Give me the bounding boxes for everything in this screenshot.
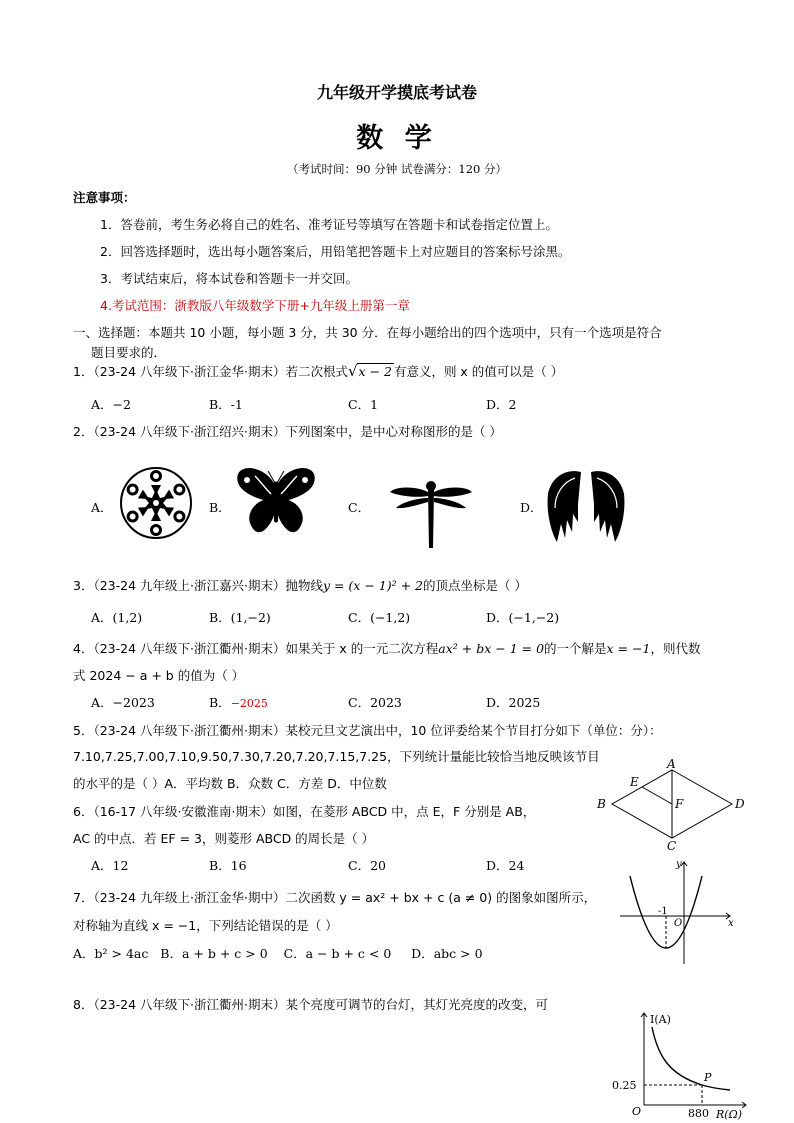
rhombus-figure bbox=[592, 758, 752, 850]
q1-radicand: x − 2 bbox=[358, 364, 392, 379]
origin-label: O bbox=[674, 918, 683, 929]
point-label-f: F bbox=[675, 797, 684, 811]
parabola-figure bbox=[618, 858, 738, 968]
q2-label-c[interactable]: C． bbox=[348, 500, 371, 515]
angel-wings-image bbox=[545, 464, 627, 546]
q4-mid: 的一个解是 bbox=[544, 641, 607, 656]
q7-stem-line1: 7．（23-24 九年级上·浙江金华·期中）二次函数 y = ax² + bx + c (a ≠ 0) 的图象如图所示， bbox=[73, 890, 597, 905]
q1-option-c[interactable]: C．1 bbox=[348, 397, 379, 412]
note-item-3: 3．考试结束后，将本试卷和答题卡一并交回。 bbox=[100, 271, 358, 286]
q4-stem-line1 bbox=[73, 639, 700, 657]
q7-stem-line2: 对称轴为直线 x = −1，下列结论错误的是（ ） bbox=[73, 918, 338, 933]
q5-stem-line3: 的水平的是（ ）A．平均数 B．众数 C．方差 D．中位数 bbox=[73, 776, 387, 791]
tick-label-neg1: -1 bbox=[658, 906, 668, 917]
q6-option-c[interactable]: C．20 bbox=[348, 858, 386, 873]
q7-option-a[interactable]: A．b² > 4ac bbox=[73, 946, 149, 961]
q6-option-b[interactable]: B．16 bbox=[209, 858, 247, 873]
vertex-label-b: B bbox=[597, 797, 606, 811]
q2-stem: 2．（23-24 八年级下·浙江绍兴·期末）下列图案中，是中心对称图形的是（ ） bbox=[73, 424, 502, 439]
q7-option-b[interactable]: B．a + b + c > 0 bbox=[160, 946, 268, 961]
q4-option-d[interactable]: D．2025 bbox=[486, 695, 541, 710]
q4-option-c[interactable]: C．2023 bbox=[348, 695, 402, 710]
q7-options bbox=[73, 944, 483, 962]
note-item-2: 2．回答选择题时，选出每小题答案后，用铅笔把答题卡上对应题目的答案标号涂黑。 bbox=[100, 244, 571, 259]
section-intro-line2: 题目要求的． bbox=[91, 345, 167, 360]
exam-info: （考试时间：90 分钟 试卷满分：120 分） bbox=[286, 162, 508, 176]
note-item-1: 1．答卷前，考生务必将自己的姓名、准考证号等填写在答题卡和试卷指定位置上。 bbox=[100, 217, 558, 232]
q4-option-b-value: −2025 bbox=[230, 697, 268, 710]
notes-heading: 注意事项： bbox=[73, 190, 136, 205]
x-axis-label: R(Ω) bbox=[716, 1108, 742, 1121]
q6-option-a[interactable]: A．12 bbox=[91, 858, 129, 873]
axis-label-x: x bbox=[728, 918, 734, 929]
exam-title: 数 学 bbox=[356, 123, 438, 154]
q4-root: x = −1 bbox=[606, 641, 651, 656]
y-axis-label: I(A) bbox=[650, 1013, 671, 1026]
q7-option-d[interactable]: D．abc > 0 bbox=[411, 946, 483, 961]
point-label-e: E bbox=[630, 775, 639, 789]
q2-label-d[interactable]: D． bbox=[520, 500, 543, 515]
sqrt-sign: √ bbox=[347, 362, 358, 380]
q3-stem bbox=[73, 576, 527, 594]
q4-option-b[interactable]: B．−2025 bbox=[209, 695, 268, 710]
q3-suffix: 的顶点坐标是（ ） bbox=[423, 578, 527, 593]
q1-option-b[interactable]: B．-1 bbox=[209, 397, 243, 412]
y-value-label: 0.25 bbox=[612, 1079, 637, 1092]
origin-label: O bbox=[632, 1105, 642, 1118]
note-item-4: 4.考试范围：浙教版八年级数学下册+九年级上册第一章 bbox=[100, 298, 410, 313]
current-resistance-figure bbox=[606, 1005, 776, 1121]
q6-stem-line1: 6．（16-17 八年级·安徽淮南·期末）如图，在菱形 ABCD 中，点 E，F 分别是 AB， bbox=[73, 804, 536, 819]
q4-prefix: 4．（23-24 八年级下·浙江衢州·期末）如果关于 x 的一元二次方程 bbox=[73, 641, 439, 656]
vertex-label-a: A bbox=[667, 758, 676, 771]
q3-option-d[interactable]: D．(−1,−2) bbox=[486, 610, 560, 625]
butterfly-image bbox=[235, 466, 317, 542]
q1-prefix: 1．（23-24 八年级下·浙江金华·期末）若二次根式 bbox=[73, 364, 348, 379]
q6-option-d[interactable]: D．24 bbox=[486, 858, 525, 873]
q3-option-b[interactable]: B．(1,−2) bbox=[209, 610, 271, 625]
exam-subtitle: 九年级开学摸底考试卷 bbox=[316, 83, 477, 102]
q3-prefix: 3．（23-24 九年级上·浙江嘉兴·期末）抛物线 bbox=[73, 578, 323, 593]
q4-suffix: ，则代数 bbox=[650, 641, 701, 656]
axis-label-y: y bbox=[676, 859, 682, 870]
q1-stem bbox=[73, 362, 563, 380]
q1-option-d[interactable]: D．2 bbox=[486, 397, 517, 412]
q3-option-c[interactable]: C．(−1,2) bbox=[348, 610, 411, 625]
snowflake-pattern-image bbox=[118, 465, 194, 541]
q7-option-c[interactable]: C．a − b + c < 0 bbox=[283, 946, 392, 961]
q2-label-a[interactable]: A． bbox=[91, 500, 113, 515]
q6-stem-line2: AC 的中点．若 EF = 3，则菱形 ABCD 的周长是（ ） bbox=[73, 831, 375, 846]
q4-option-a[interactable]: A．−2023 bbox=[91, 695, 155, 710]
point-p-label: P bbox=[704, 1071, 712, 1084]
q5-stem-line1: 5．（23-24 八年级下·浙江衢州·期末）某校元旦文艺演出中，10 位评委给某个节目打分如下（单位：分）： bbox=[73, 723, 662, 738]
x-value-label: 880 bbox=[688, 1107, 709, 1120]
q2-label-b[interactable]: B． bbox=[209, 500, 231, 515]
q3-formula: y = (x − 1)² + 2 bbox=[322, 578, 423, 593]
q1-suffix: 有意义，则 x 的值可以是（ ） bbox=[393, 364, 564, 379]
q4-stem-line2: 式 2024 − a + b 的值为（ ） bbox=[73, 668, 245, 683]
dragonfly-image bbox=[388, 476, 474, 550]
section-intro-line1: 一、选择题：本题共 10 小题，每小题 3 分，共 30 分．在每小题给出的四个选项中，只有一个选项是符合 bbox=[73, 325, 662, 340]
q1-option-a[interactable]: A．−2 bbox=[91, 397, 131, 412]
q5-stem-line2: 7.10,7.25,7.00,7.10,9.50,7.30,7.20,7.20,7.15,7.25，下列统计量能比较恰当地反映该节目 bbox=[73, 749, 600, 764]
vertex-label-d: D bbox=[735, 797, 745, 811]
vertex-label-c: C bbox=[667, 839, 677, 850]
q4-equation: ax² + bx − 1 = 0 bbox=[438, 641, 545, 656]
q3-option-a[interactable]: A．(1,2) bbox=[91, 610, 143, 625]
q8-stem: 8．（23-24 八年级下·浙江衢州·期末）某个亮度可调节的台灯，其灯光亮度的改变，可 bbox=[73, 997, 548, 1012]
